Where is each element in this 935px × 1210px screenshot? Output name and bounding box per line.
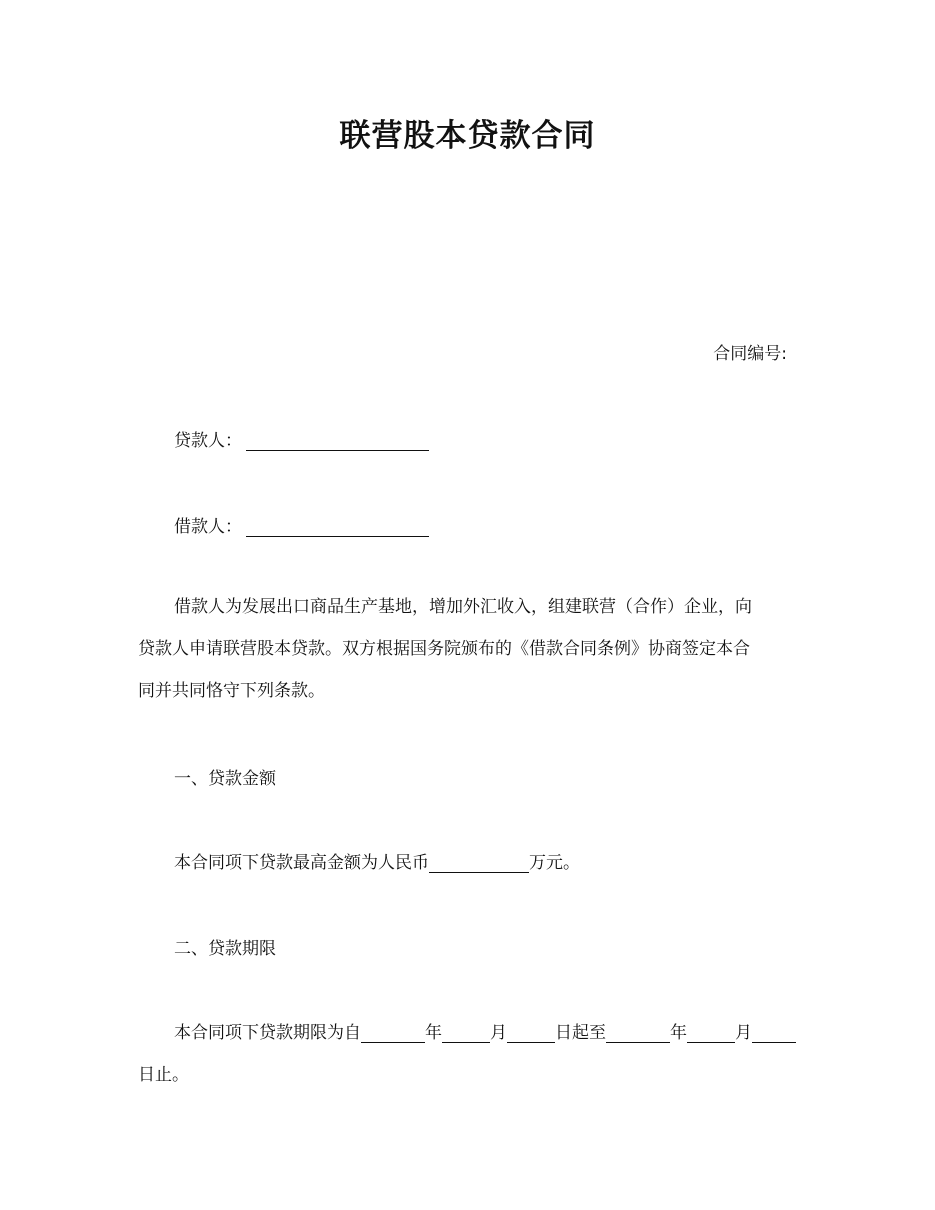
- document-title: 联营股本贷款合同: [339, 118, 596, 154]
- start-year-label: 年: [425, 1023, 442, 1043]
- section-1-text-after: 万元。: [529, 853, 580, 873]
- start-month-blank: [442, 1025, 490, 1043]
- section-1-text: [174, 848, 580, 873]
- end-year-blank: [606, 1025, 670, 1043]
- start-year-blank: [361, 1025, 425, 1043]
- start-month-label: 月: [490, 1023, 507, 1043]
- intro-line-1: 借款人为发展出口商品生产基地，增加外汇收入，组建联营（合作）企业，向: [174, 597, 752, 617]
- section-2-text-start: 本合同项下贷款期限为自: [174, 1023, 361, 1043]
- section-1-text-before: 本合同项下贷款最高金额为人民币: [174, 853, 429, 873]
- lender-label: 贷款人：: [174, 431, 242, 451]
- end-month-label: 月: [735, 1023, 752, 1043]
- section-2-end-line: 日止。: [138, 1065, 189, 1085]
- section-2-text: [174, 1018, 796, 1043]
- start-day-to-label: 日起至: [555, 1023, 606, 1043]
- intro-paragraph: [138, 586, 798, 712]
- lender-row: [174, 426, 429, 451]
- end-day-blank: [752, 1025, 796, 1043]
- section-1-heading: 一、贷款金额: [174, 769, 276, 789]
- contract-number-label: 合同编号:: [713, 344, 787, 364]
- end-month-blank: [687, 1025, 735, 1043]
- lender-blank-line: [246, 433, 429, 451]
- intro-line-3: 同并共同恪守下列条款。: [138, 681, 325, 701]
- start-day-blank: [507, 1025, 555, 1043]
- end-year-label: 年: [670, 1023, 687, 1043]
- section-2-heading: 二、贷款期限: [174, 939, 276, 959]
- amount-blank-line: [429, 855, 529, 873]
- intro-line-2: 贷款人申请联营股本贷款。双方根据国务院颁布的《借款合同条例》协商签定本合: [138, 639, 750, 659]
- borrower-row: [174, 512, 429, 537]
- borrower-label: 借款人：: [174, 517, 242, 537]
- borrower-blank-line: [246, 519, 429, 537]
